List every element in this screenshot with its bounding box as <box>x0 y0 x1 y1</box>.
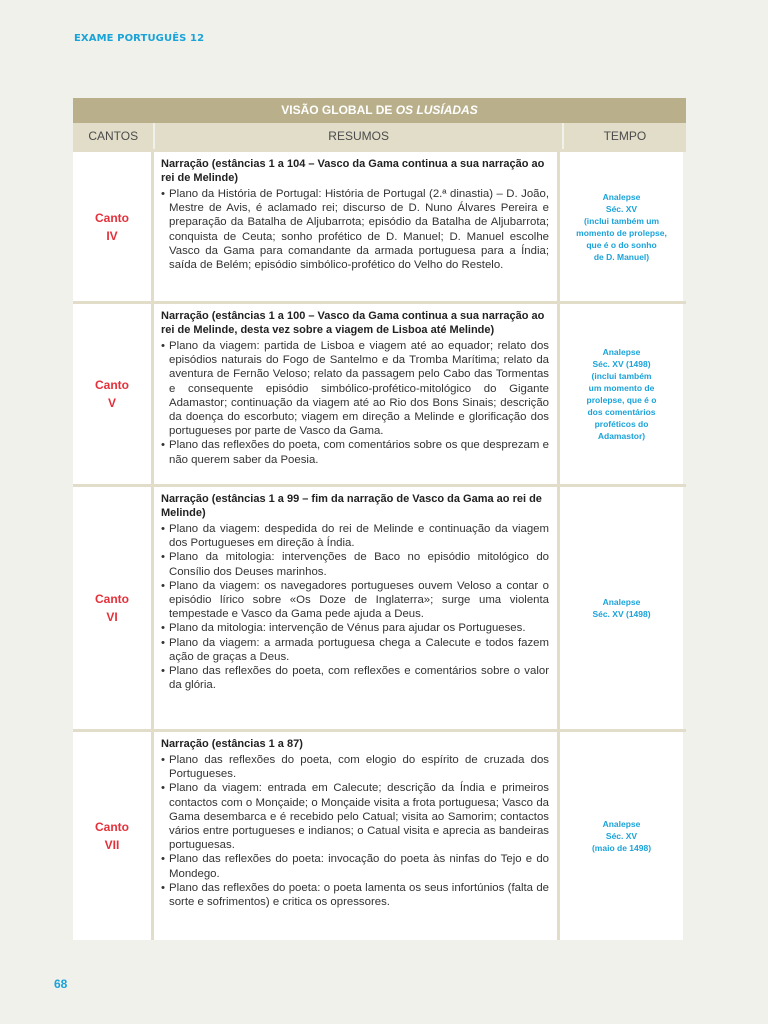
resumo-title: Narração (estâncias 1 a 99 – fim da narração de Vasco da Gama ao rei de Melinde) <box>161 493 542 519</box>
canto-cell <box>73 732 154 940</box>
resumo-title: Narração (estâncias 1 a 87) <box>161 738 303 750</box>
canto-cell <box>73 152 154 301</box>
tempo-cell <box>560 487 683 729</box>
column-header-cantos: CANTOS <box>73 123 155 149</box>
column-header-row <box>73 123 686 149</box>
canto-label: Canto <box>95 378 129 392</box>
canto-number: VII <box>104 838 120 852</box>
resumo-cell <box>154 732 560 940</box>
summary-table <box>73 98 686 940</box>
tempo-line: Séc. XV (1498) <box>592 609 651 619</box>
table-row <box>73 301 686 484</box>
header-title: EXAME PORTUGUÊS 12 <box>74 33 205 44</box>
table-title-italic: OS LUSÍADAS <box>395 103 478 117</box>
table-row <box>73 484 686 729</box>
list-item: • Plano da viagem: os navegadores portugueses ouvem Veloso a contar o episódio lírico sobre «Os Doze de Inglaterra»; surge uma violenta tempestade e Vasco da Gama pede ajuda a Deus. <box>161 579 549 621</box>
tempo-line: Adamastor) <box>597 431 646 441</box>
list-item: • Plano das reflexões do poeta, com reflexões e comentários sobre o valor da glória. <box>161 665 549 692</box>
tempo-line: Séc. XV <box>605 203 638 214</box>
resumo-title: Narração (estâncias 1 a 104 – Vasco da Gama continua a sua narração ao rei de Melinde) <box>161 158 545 184</box>
table-row <box>73 729 686 940</box>
column-header-tempo: TEMPO <box>603 129 647 143</box>
tempo-cell <box>560 152 683 301</box>
tempo-line: que é o do sonho <box>586 239 657 250</box>
tempo-line: prolepse, que é o <box>586 395 657 405</box>
list-item: • Plano da viagem: despedida do rei de Melinde e continuação da viagem dos Portugueses em direção à Índia. <box>161 523 549 550</box>
list-item: • Plano das reflexões do poeta, com elogio do espírito de cruzada dos Portugueses. <box>161 754 549 781</box>
list-item: • Plano das reflexões do poeta: o poeta lamenta os seus infortúnios (falta de sorte e sofrimentos) e critica os opressores. <box>161 881 549 909</box>
canto-label: Canto <box>95 820 129 834</box>
resumo-cell <box>154 487 560 729</box>
tempo-line: Analepse <box>602 347 641 357</box>
tempo-line: Séc. XV <box>605 831 638 841</box>
tempo-line: (inclui também um <box>583 215 660 226</box>
tempo-line: Analepse <box>602 191 641 202</box>
resumo-cell <box>154 304 560 484</box>
list-item: • Plano da viagem: partida de Lisboa e viagem até ao equador; relato dos episódios naturais do Fogo de Santelmo e da Tromba Marítima; relato da aventura de Fernão Veloso; relato da passagem pelo Cabo das Tormentas e consequente episódio simbólico-profético-mitológico do Gigante Adamastor; continuação da viagem até ao Rio dos Bons Sinais; descrição da doença do escorbuto; viagem em direção a Melinde e glorificação dos portugueses por parte de Vasco da Gama. <box>161 340 549 438</box>
resumo-cell <box>154 152 560 301</box>
canto-label: Canto <box>95 592 129 606</box>
canto-number: IV <box>106 228 118 243</box>
list-item: • Plano da História de Portugal: História de Portugal (2.ª dinastia) – D. João, Mestre de Avis, é aclamado rei; discurso de D. Nuno Álvares Pereira e preparação da Batalha de Aljubarrota; episódio da Batalha de Aljubarrota; conquista de Ceuta; sonho profético de D. Manuel; D. Manuel escolhe Vasco da Gama para comandante da armada portuguesa para a Índia; saída de Belém; episódio simbólico-profético do Velho do Restelo. <box>161 188 549 272</box>
list-item: • Plano das reflexões do poeta, com comentários sobre os que desprezam e não querem saber da Poesia. <box>161 439 549 466</box>
page-number: 68 <box>54 977 68 991</box>
list-item: • Plano das reflexões do poeta: invocação do poeta às ninfas do Tejo e do Mondego. <box>161 853 549 880</box>
tempo-line: Analepse <box>602 819 641 829</box>
table-row <box>73 149 686 301</box>
tempo-line: Analepse <box>602 597 641 607</box>
tempo-line: Séc. XV (1498) <box>592 359 651 369</box>
table-title <box>73 98 686 123</box>
tempo-cell <box>560 732 683 940</box>
resumo-title: Narração (estâncias 1 a 100 – Vasco da Gama continua a sua narração ao rei de Melinde, desta vez sobre a viagem de Lisboa até Melinde) <box>161 310 545 336</box>
column-header-resumos: RESUMOS <box>155 123 563 149</box>
tempo-line: proféticos do <box>594 419 649 429</box>
tempo-line: um momento de <box>588 383 655 393</box>
tempo-cell <box>560 304 683 484</box>
tempo-line: de D. Manuel) <box>593 251 650 262</box>
canto-cell <box>73 487 154 729</box>
tempo-line: dos comentários <box>587 407 656 417</box>
canto-number: V <box>107 396 116 410</box>
list-item: • Plano da mitologia: intervenções de Baco no episódio mitológico do Consílio dos Deuses marinhos. <box>161 551 549 578</box>
tempo-line: (maio de 1498) <box>591 843 652 853</box>
list-item: • Plano da mitologia: intervenção de Vénus para ajudar os Portugueses. <box>161 622 526 635</box>
canto-label: Canto <box>95 210 129 225</box>
canto-cell <box>73 304 154 484</box>
table-title-prefix: VISÃO GLOBAL DE <box>281 103 393 117</box>
tempo-line: momento de prolepse, <box>576 227 667 238</box>
list-item: • Plano da viagem: entrada em Calecute; descrição da Índia e primeiros contactos com o Monçaide; o Monçaide visita a frota portuguesa; Vasco da Gama desembarca e é recebido pelo Catual; visita ao Samorim; contactos vários entre portugueses e indianos; o Catual visita e aprecia as bandeiras portuguesas. <box>161 782 549 852</box>
list-item: • Plano da viagem: a armada portuguesa chega a Calecute e todos fazem ação de graças a Deus. <box>161 636 549 663</box>
canto-number: VI <box>106 610 118 624</box>
tempo-line: (inclui também <box>591 371 652 381</box>
